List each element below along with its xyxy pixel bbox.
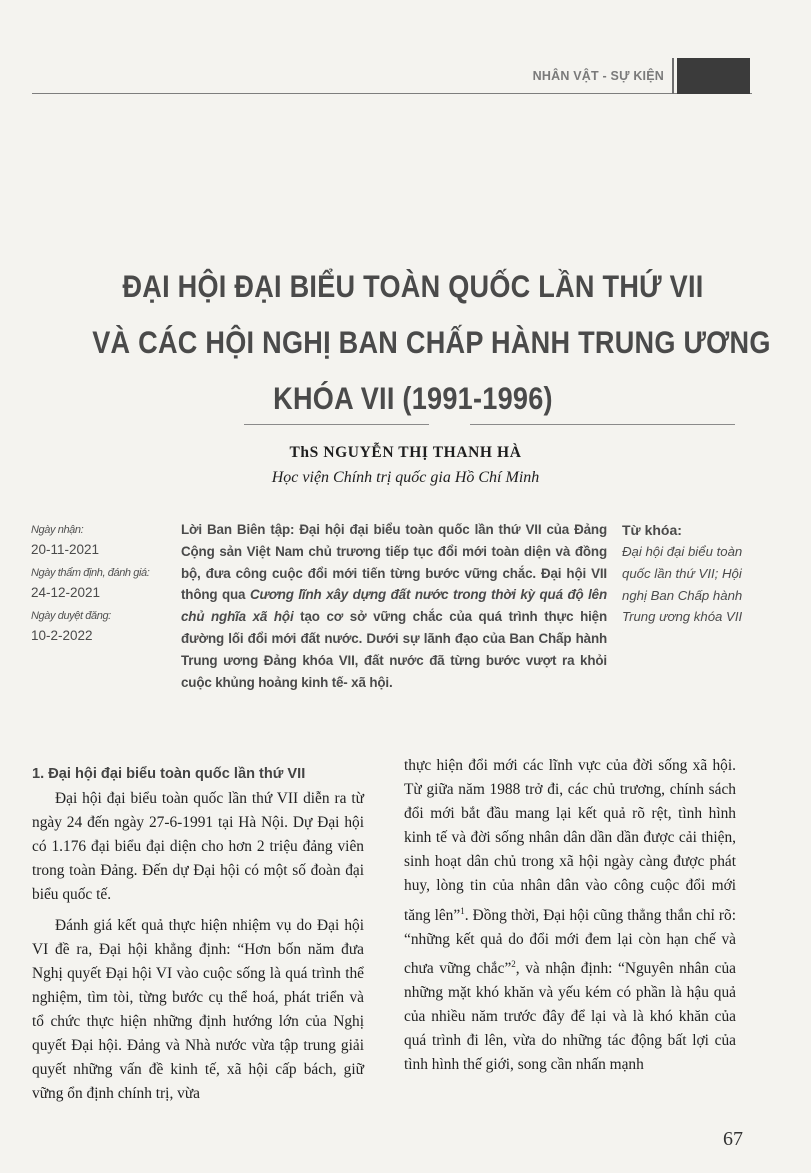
section-label: NHÂN VẬT - SỰ KIỆN bbox=[532, 69, 664, 83]
body-column-right bbox=[404, 754, 736, 1077]
reviewed-date: 24-12-2021 bbox=[31, 585, 101, 600]
title-line: VÀ CÁC HỘI NGHỊ BAN CHẤP HÀNH TRUNG ƯƠNG bbox=[92, 324, 771, 360]
footnote-ref[interactable]: 2 bbox=[511, 958, 516, 969]
section-heading: 1. Đại hội đại biểu toàn quốc lần thứ VII bbox=[32, 766, 306, 782]
title-rule-left bbox=[244, 424, 429, 425]
received-label: Ngày nhận: bbox=[31, 524, 84, 536]
title-line: KHÓA VII (1991-1996) bbox=[273, 380, 553, 416]
body-column-left bbox=[32, 762, 364, 1106]
keywords bbox=[622, 519, 762, 628]
author-name: ThS NGUYỄN THỊ THANH HÀ bbox=[289, 444, 522, 461]
page-number: 67 bbox=[723, 1128, 743, 1150]
header-dark-block bbox=[677, 58, 750, 94]
abstract bbox=[181, 519, 607, 693]
received-date: 20-11-2021 bbox=[31, 542, 100, 557]
title-line: ĐẠI HỘI ĐẠI BIỂU TOÀN QUỐC LẦN THỨ VII bbox=[122, 268, 704, 304]
keywords-heading: Từ khóa: bbox=[622, 522, 682, 538]
paragraph-text: . Đồng thời, Đại hội cũng thẳng thắn chỉ rõ: “những kết quả do đổi mới đem lại còn hạn chế và chưa vững chắc” bbox=[404, 906, 736, 977]
title-rule-right bbox=[470, 424, 735, 425]
section-header bbox=[524, 58, 674, 94]
paragraph-text: , và nhận định: “Nguyên nhân của những mặt khó khăn và yếu kém có phần là hậu quả của nhiều năm trước đây để lại và là khó khăn của quá trình đi lên, vừa do những tác động bất lợi của tình hình thế giới, song cần nhấn mạnh bbox=[404, 960, 736, 1074]
article-title bbox=[92, 258, 771, 426]
paragraph bbox=[404, 754, 736, 1077]
article-dates bbox=[31, 522, 171, 651]
keywords-text: Đại hội đại biểu toàn quốc lần thứ VII; Hội nghị Ban Chấp hành Trung ương khóa VII bbox=[622, 544, 743, 625]
reviewed-label: Ngày thẩm định, đánh giá: bbox=[31, 567, 150, 579]
abstract-text: Lời Ban Biên tập: Đại hội đại biểu toàn quốc lần thứ VII của Đảng Cộng sản Việt Nam chủ trương tiếp tục đổi mới toàn diện và đồng bộ, đưa công cuộc đổi mới tiến từng bước vững chắc. Đại hội VII thông qua bbox=[181, 522, 607, 603]
paragraph: Đánh giá kết quả thực hiện nhiệm vụ do Đại hội VI đề ra, Đại hội khẳng định: “Hơn bốn năm đưa Nghị quyết Đại hội VI vào cuộc sống là quá trình thể nghiệm, tìm tòi, từng bước cụ thể hoá, phát triển và tổ chức thực hiện những định hướng lớn của Nghị quyết Đại hội. Đảng và Nhà nước vừa tập trung giải quyết những vấn đề kinh tế, xã hội cấp bách, giữ vững ổn định chính trị, vừa bbox=[32, 916, 364, 1103]
paragraph: Đại hội đại biểu toàn quốc lần thứ VII diễn ra từ ngày 24 đến ngày 27-6-1991 tại Hà Nội. Dự Đại hội có 1.176 đại biểu đại diện cho hơn 2 triệu đảng viên trong toàn Đảng. Đến dự Đại hội có một số đoàn đại biểu quốc tế. bbox=[32, 790, 364, 904]
abstract-text: tạo cơ sở vững chắc của quá trình thực hiện đường lối đổi mới đất nước. Dưới sự lãnh đạo của Ban Chấp hành Trung ương Đảng khóa VII, đất nước đã từng bước vượt ra khỏi cuộc khủng hoảng kinh tế- xã hội. bbox=[181, 609, 607, 690]
author-affiliation: Học viện Chính trị quốc gia Hồ Chí Minh bbox=[271, 469, 540, 486]
accepted-date: 10-2-2022 bbox=[31, 628, 93, 643]
abstract-italic: Cương lĩnh xây dựng đất nước trong thời kỳ quá độ lên chủ nghĩa xã hội bbox=[181, 587, 607, 625]
footnote-ref[interactable]: 1 bbox=[460, 905, 465, 916]
accepted-label: Ngày duyệt đăng: bbox=[31, 610, 111, 622]
paragraph-text: thực hiện đổi mới các lĩnh vực của đời sống xã hội. Từ giữa năm 1988 trở đi, các chủ trương, chính sách đổi mới bắt đầu mang lại kết quả rõ rệt, tình hình kinh tế và đời sống nhân dân dần dần được cải thiện, sinh hoạt dân chủ trong xã hội ngày càng được phát huy, lòng tin của nhân dân vào công cuộc đổi mới tăng lên” bbox=[404, 757, 736, 924]
